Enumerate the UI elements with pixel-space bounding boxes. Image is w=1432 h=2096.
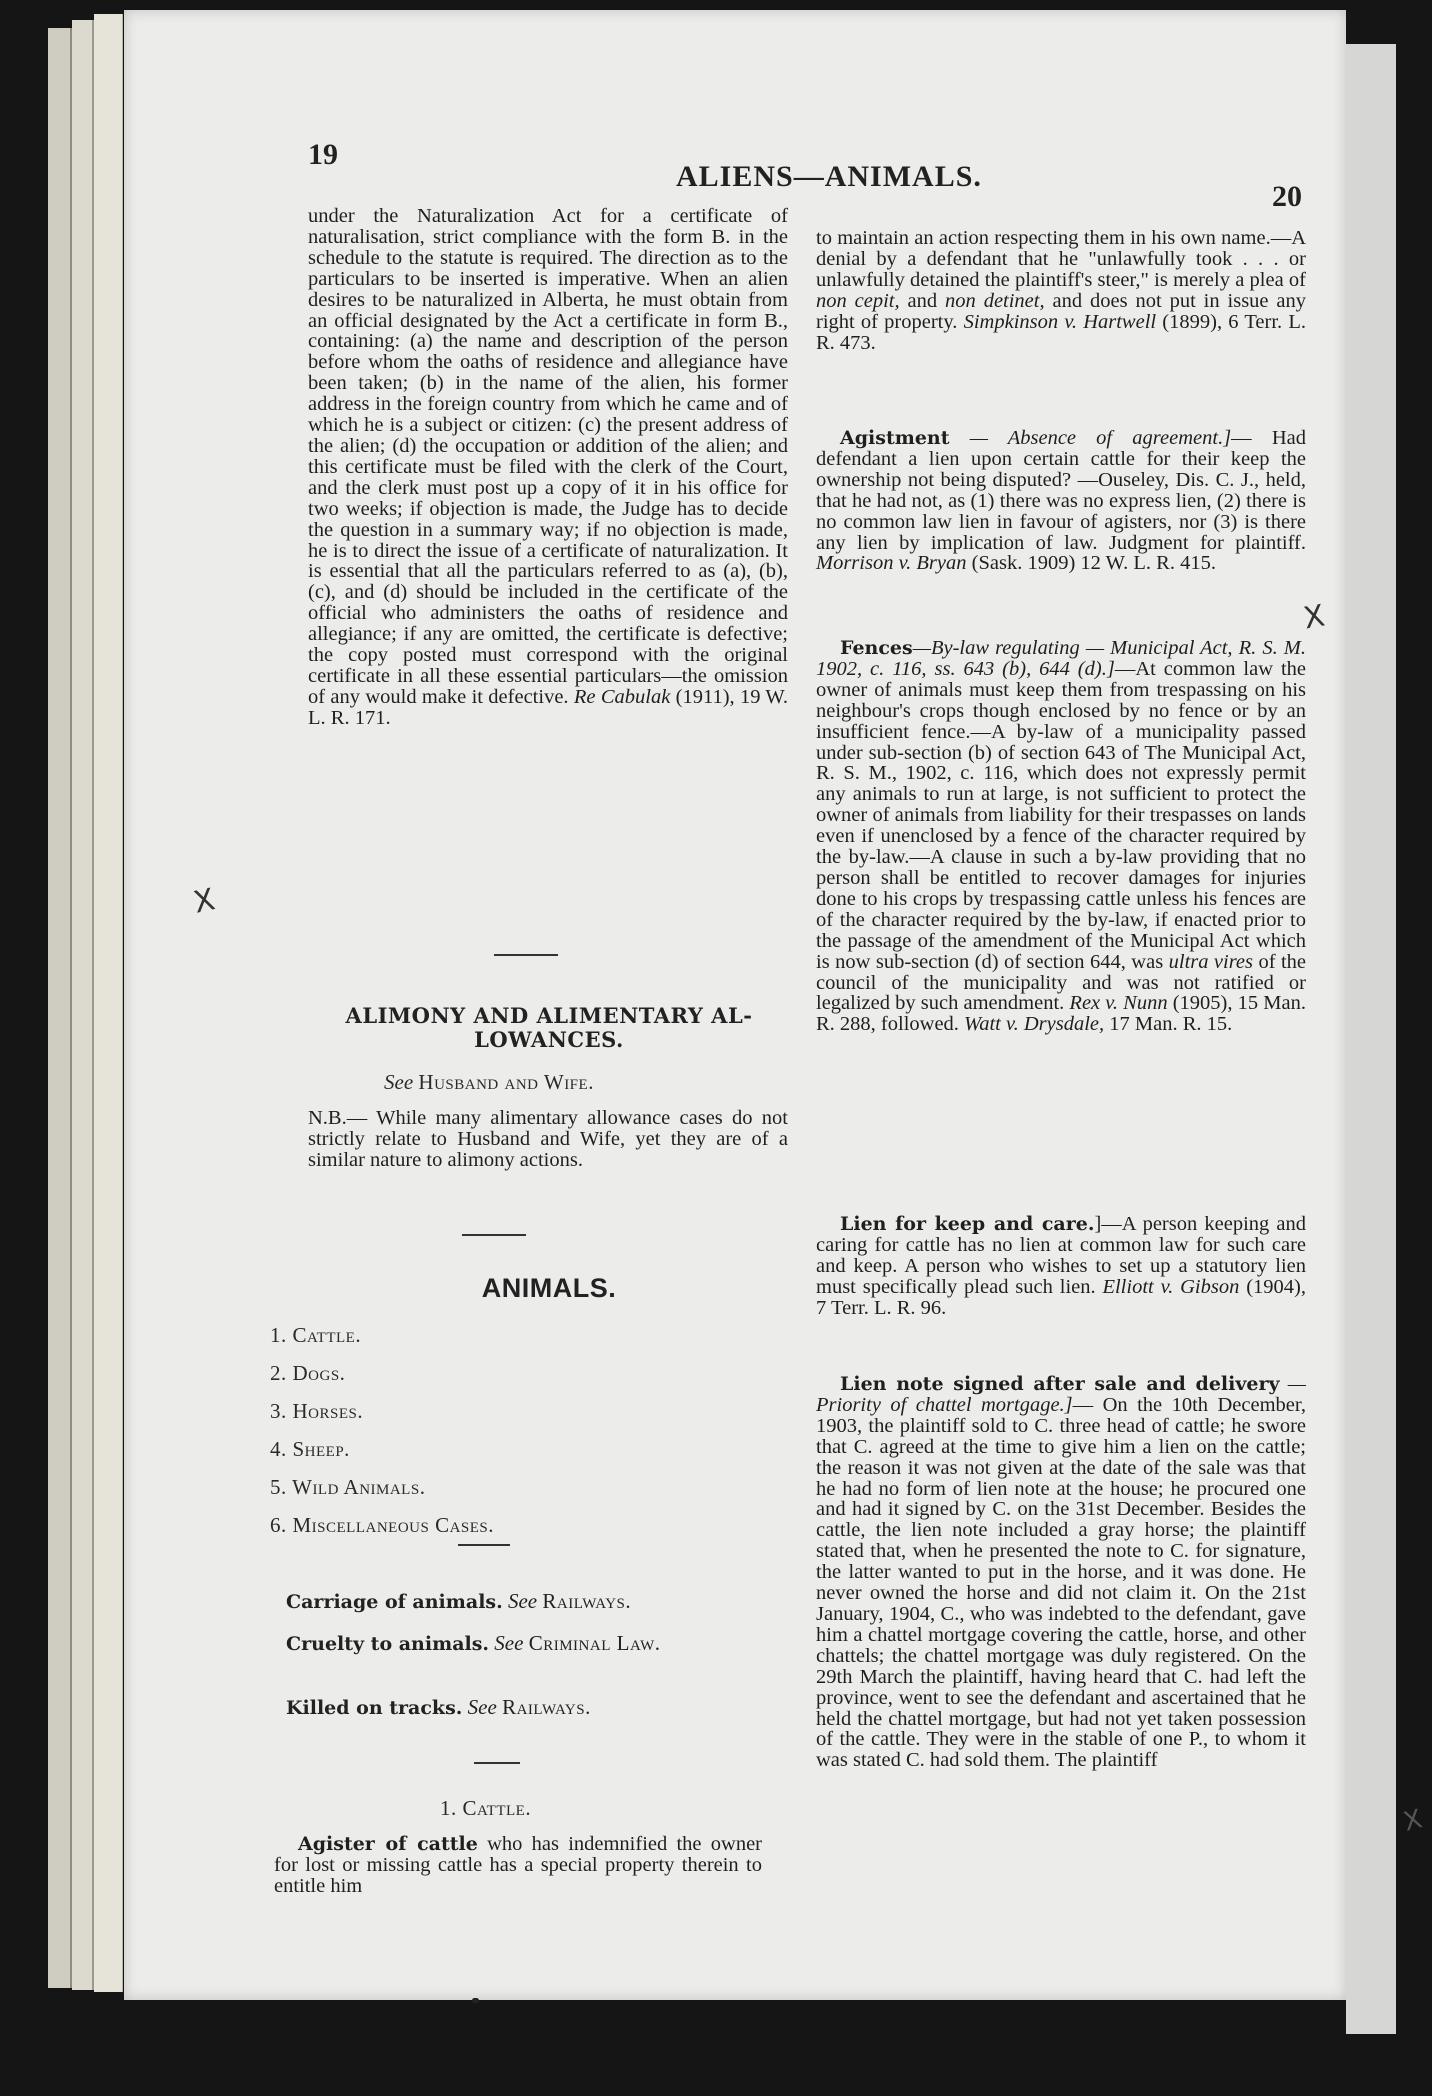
fences-paragraph xyxy=(816,638,1306,1035)
alimony-heading xyxy=(284,1004,814,1052)
citation: (1905), 15 Man. R. 288, followed. xyxy=(816,992,1307,1036)
toc-item: 4. Sheep. xyxy=(270,1437,350,1461)
continuation-text: to maintain an action respecting them in his own name.—A denial by a defendant that he "unlawfully took . . . or unlawfully detained the plaintiff's steer," is merely a plea of xyxy=(816,227,1306,291)
naturalization-text: under the Naturalization Act for a certificate of naturalisation, strict compliance with the form B. in the schedule to the statute is required. The direction as to the particulars to be inserted is imperative. When an alien desires to be naturalized in Alberta, he must obtain from an official designated by the Act a certificate in form B., containing: (a) the name and description of the person before whom the oaths of residence and allegiance have been taken; (b) in the name of the alien, his former address in the foreign country from which he came and of which he is a subject or citizen: (c) the present address of the alien; (d) the occupation or addition of the alien; and this certificate must be filed with the clerk of the Court, and the clerk must post up a copy of it in his office for two weeks; if objection is made, the Judge has to decide the question in a summary way; if no objection is made, he is to direct the issue of a certificate of naturalization. It is essential that all the particulars referred to as (a), (b), (c), and (d) should be included in the certificate of the official who administers the oaths of residence and allegiance; if any are omitted, the certificate is defective; the copy posted must correspond with the original certificate in all these essential particulars—the omission of any would make it defective. xyxy=(308,205,788,708)
topic-note: —By-law regulating — Municipal Act, R. S. M. 1902, c. 116, ss. 643 (b), 644 (d).] xyxy=(816,637,1306,680)
crossref-lead: Killed on tracks. xyxy=(286,1697,463,1719)
paragraph-lead: Lien note signed after sale and delivery xyxy=(840,1373,1280,1395)
alimony-heading-line: ALIMONY AND ALIMENTARY AL- xyxy=(345,1003,753,1028)
margin-x-mark: X xyxy=(1400,1804,1426,1838)
case-name: Rex v. Nunn xyxy=(1069,992,1168,1015)
alimony-heading-line: LOWANCES. xyxy=(474,1027,624,1052)
case-name: Simpkinson v. Hartwell xyxy=(963,310,1157,333)
lien-note-paragraph xyxy=(816,1374,1306,1771)
toc-item: 5. Wild Animals. xyxy=(270,1475,426,1499)
continuation-paragraph xyxy=(816,228,1306,353)
alimony-note-text: N.B.— While many alimentary allowance cases do not strictly relate to Husband and Wife, yet they are of a similar nature to alimony actions. xyxy=(308,1107,788,1171)
see-target: Railways. xyxy=(502,1695,591,1719)
lien-keep-text: ]—A person keeping and caring for cattle has no lien at common law for such care and keep. A person who wishes to set up a statutory lien must specifically plead such lien. xyxy=(816,1213,1306,1298)
crossref-cruelty xyxy=(286,1632,766,1655)
section-rule xyxy=(458,1544,510,1546)
citation: (1904), 7 Terr. L. R. 96. xyxy=(816,1275,1307,1319)
book-edge xyxy=(72,20,94,1990)
crossref-killed xyxy=(286,1696,766,1719)
fences-text: —At common law the owner of animals must keep them from trespassing on his neighbour's crops though enclosed by no fence or by an insufficient fence.—A by-law of a municipality passed under sub-section (b) of section 643 of The Municipal Act, R. S. M., 1902, c. 116, which does not expressly permit any animals to run at large, is not sufficient to protect the owner of animals from liability for their trespasses on lands even if unenclosed by a fence of the character required by the by-law.—A clause in such a by-law providing that no person shall be entitled to recover damages for injuries done to his crops by trespassing cattle unless his fences are of the character required by the by-law, if enacted prior to the passage of the amendment of the Municipal Act which is now sub-section (d) of section 644, was xyxy=(816,657,1306,973)
continuation-tail: and does not put in issue any right of property. xyxy=(816,289,1307,333)
toc-item: 2. Dogs. xyxy=(270,1361,346,1385)
ink-speck xyxy=(472,1998,479,2003)
continuation-word: and xyxy=(907,289,938,312)
see-target: Husband and Wife. xyxy=(418,1070,594,1094)
animals-contents-list xyxy=(270,1316,494,1544)
agistment-text: — Had defendant a lien upon certain cattle for their keep the ownership not being disputed? —Ouseley, Dis. C. J., held, that he had not, as (1) there was no express lien, (2) there is no common law lien in favour of agisters, nor (3) is there any lien by implication of law. Judgment for plaintiff. xyxy=(816,427,1306,554)
running-head: ALIENS—ANIMALS. xyxy=(676,160,982,193)
section-rule xyxy=(462,1234,526,1236)
see-target: Railways. xyxy=(542,1589,632,1613)
latin-term: ultra vires xyxy=(1168,950,1254,973)
cattle-subheading: 1. Cattle. xyxy=(440,1796,532,1820)
citation: (1899), 6 Terr. L. R. 473. xyxy=(816,310,1306,354)
plea-term: non cepit, xyxy=(816,289,900,312)
lien-keep-paragraph xyxy=(816,1214,1306,1319)
topic-note: — Absence of agreement.] xyxy=(969,427,1232,449)
toc-item: 6. Miscellaneous Cases. xyxy=(270,1513,495,1537)
crossref-carriage xyxy=(286,1590,766,1613)
left-page-number: 19 xyxy=(308,138,338,171)
agister-text: who has indemnified the owner for lost or missing cattle has a special property therein to entitle him xyxy=(274,1833,762,1897)
citation: 17 Man. R. 15. xyxy=(1109,1013,1233,1036)
facing-page-strip xyxy=(1346,44,1396,2034)
see-word: See xyxy=(467,1695,497,1719)
citation: (1911), 19 W. L. R. 171. xyxy=(308,685,789,729)
lien-note-text: — On the 10th December, 1903, the plaintiff sold to C. three head of cattle; he swore that C. agreed at the time to give him a lien on the cattle; the reason it was not given at the date of the sale was that he had no form of lien note at the house; he procured one and had it signed by C. on the 31st December. Besides the cattle, the lien note included a gray horse; the plaintiff stated that, when he presented the note to C. for signature, the latter wanted to put in the horse, and it was done. He never owned the horse and did not claim it. On the 21st January, 1904, C., who was indebted to the defendant, gave him a chattel mortgage covering the cattle, horse, and other chattels; the chattel mortgage was duly registered. On the 29th March the plaintiff, having heard that C. had left the province, went to see the defendant and ascertained that he held the chattel mortgage, but had not yet taken possession of the cattle. They were in the stable of one P., to whom it was stated C. had sold them. The plaintiff xyxy=(816,1393,1306,1772)
see-word: See xyxy=(384,1070,414,1094)
paragraph-lead: Agister of cattle xyxy=(298,1833,478,1855)
agistment-paragraph xyxy=(816,428,1306,574)
topic-note: — Priority of chattel mortgage.] xyxy=(816,1373,1306,1416)
naturalization-paragraph xyxy=(308,206,788,729)
paragraph-lead: Lien for keep and care. xyxy=(840,1213,1095,1235)
see-target: Criminal Law. xyxy=(528,1631,661,1655)
section-rule xyxy=(474,1762,520,1764)
section-rule xyxy=(494,954,558,956)
crossref-lead: Cruelty to animals. xyxy=(286,1633,490,1655)
case-name: Elliott v. Gibson xyxy=(1102,1275,1240,1298)
case-name: Re Cabulak xyxy=(573,685,671,708)
alimony-note xyxy=(308,1108,788,1171)
margin-x-mark: X xyxy=(190,882,218,921)
right-page-number: 20 xyxy=(1272,180,1302,213)
paragraph-lead: Fences xyxy=(840,637,913,659)
animals-heading: ANIMALS. xyxy=(481,1273,617,1303)
plea-term: non detinet, xyxy=(945,289,1045,312)
case-name: Morrison v. Bryan xyxy=(816,552,967,575)
fences-text: of the council of the municipality and was not ratified or legalized by such amendment. xyxy=(816,950,1307,1015)
book-edge xyxy=(48,28,72,1988)
book-edge xyxy=(94,14,123,1992)
paragraph-lead: Agistment xyxy=(840,427,950,449)
toc-item: 3. Horses. xyxy=(270,1399,364,1423)
see-word: See xyxy=(507,1589,538,1613)
alimony-see-reference xyxy=(384,1070,594,1095)
crossref-lead: Carriage of animals. xyxy=(286,1591,503,1613)
citation: (Sask. 1909) 12 W. L. R. 415. xyxy=(971,552,1216,575)
see-word: See xyxy=(494,1631,524,1655)
toc-item: 1. Cattle. xyxy=(270,1323,362,1347)
book-page xyxy=(124,10,1426,2000)
margin-x-mark: X xyxy=(1301,598,1328,637)
case-name: Watt v. Drysdale, xyxy=(964,1013,1105,1036)
agister-paragraph xyxy=(274,1834,762,1897)
